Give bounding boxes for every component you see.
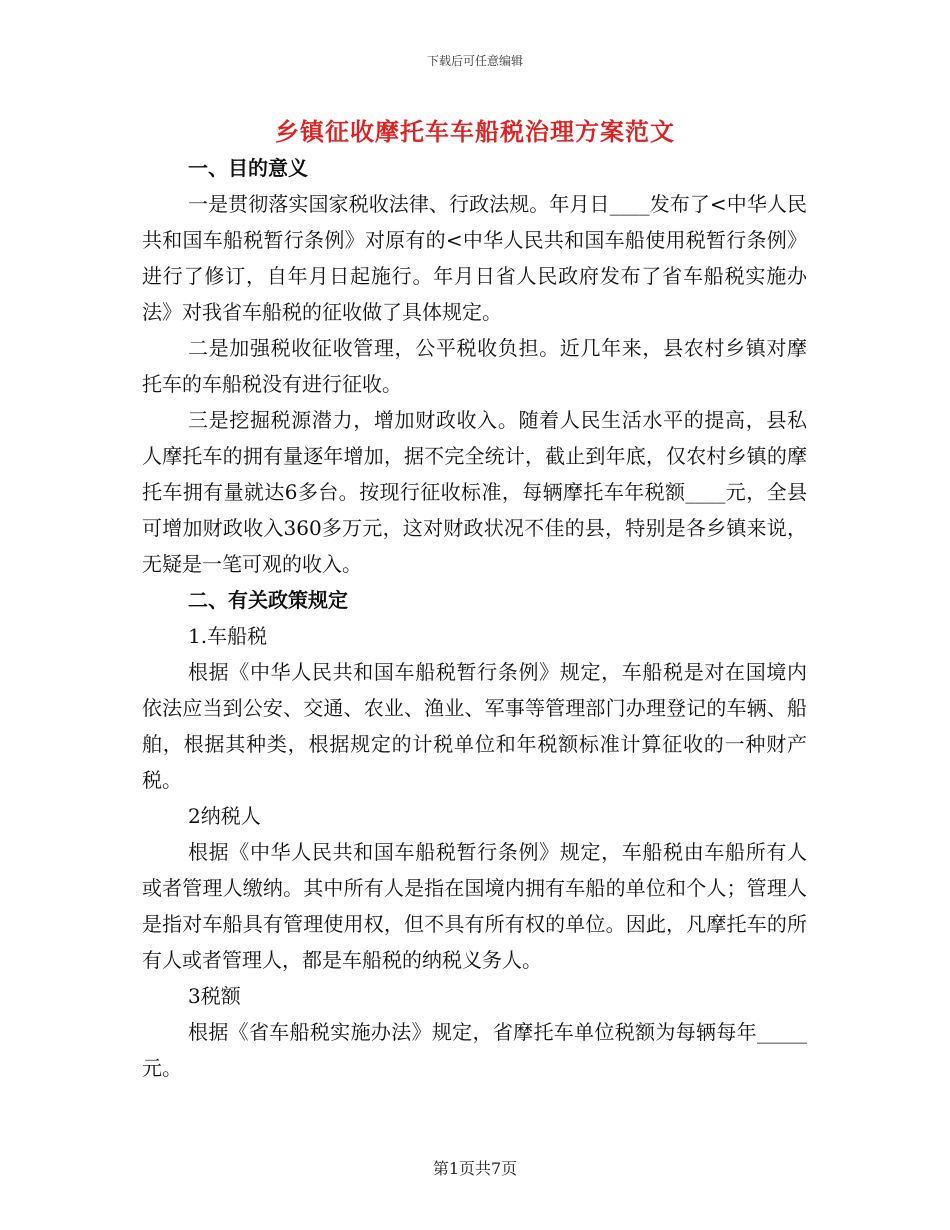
paragraph-5: 根据《中华人民共和国车船税暂行条例》规定，车船税由车船所有人或者管理人缴纳。其中所有人是指在国境内拥有车船的单位和个人；管理人是指对车船具有管理使用权，但不具有所有权的单位。因此，凡摩托车的所有人或者管理人，都是车船税的纳税义务人。 [142, 840, 807, 972]
document-title: 乡镇征收摩托车车船税治理方案范文 [275, 117, 675, 146]
paragraph-3: 三是挖掘税源潜力，增加财政收入。随着人民生活水平的提高，县私人摩托车的拥有量逐年增加，据不完全统计，截止到年底，仅农村乡镇的摩托车拥有量就达6多台。按现行征收标准，每辆摩托车年税额____元，全县可增加财政收入360多万元，这对财政状况不佳的县，特别是各乡镇来说，无疑是一笔可观的收入。 [142, 408, 807, 576]
subheading-taxpayer: 2纳税人 [188, 804, 261, 828]
page-footer: 第1页共7页 [432, 1159, 518, 1178]
paragraph-2: 二是加强税收征收管理，公平税收负担。近几年来，县农村乡镇对摩托车的车船税没有进行征收。 [142, 336, 807, 396]
paragraph-1: 一是贯彻落实国家税收法律、行政法规。年月日____发布了<中华人民共和国车船税暂行条例》对原有的<中华人民共和国车船使用税暂行条例》进行了修订，自年月日起施行。年月日省人民政府发布了省车船税实施办法》对我省车船税的征收做了具体规定。 [142, 192, 807, 324]
subheading-vehicle-tax: 1.车船税 [188, 624, 268, 648]
section-heading-1: 一、目的意义 [188, 156, 308, 180]
header-note: 下载后可任意编辑 [426, 54, 523, 68]
document-body [142, 150, 807, 1086]
paragraph-6: 根据《省车船税实施办法》规定，省摩托车单位税额为每辆每年_____元。 [142, 1020, 807, 1080]
section-heading-2: 二、有关政策规定 [188, 588, 348, 612]
subheading-tax-amount: 3税额 [188, 984, 241, 1008]
paragraph-4: 根据《中华人民共和国车船税暂行条例》规定，车船税是对在国境内依法应当到公安、交通、农业、渔业、军事等管理部门办理登记的车辆、船舶，根据其种类，根据规定的计税单位和年税额标准计算征收的一种财产税。 [142, 660, 807, 792]
